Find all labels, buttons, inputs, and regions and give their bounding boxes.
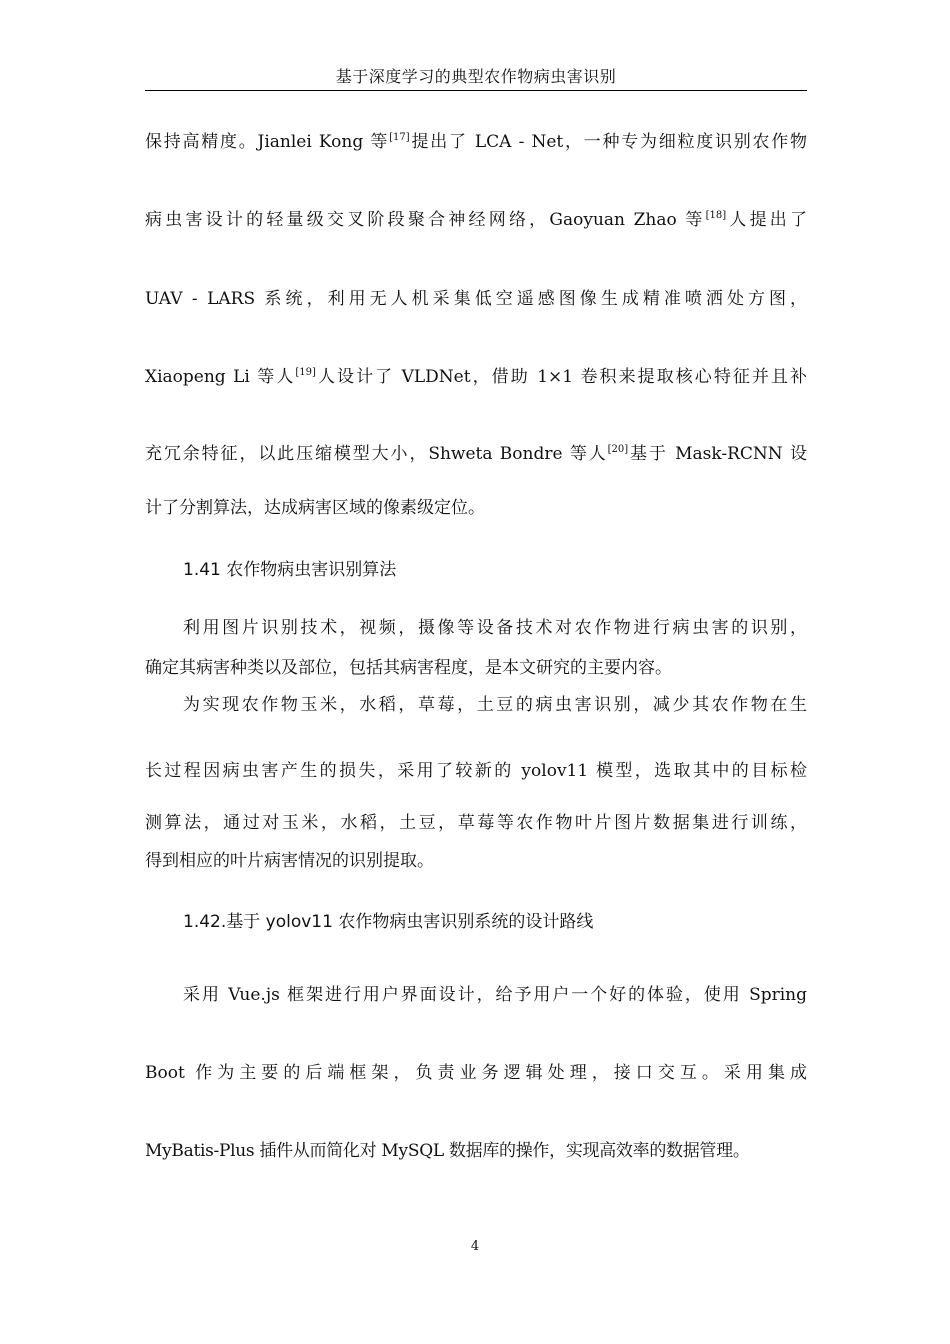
text-run: 基于 Mask-RCNN 设: [628, 444, 807, 464]
para1-line1: [145, 130, 807, 154]
para3-line2: 长过程因病虫害产生的损失，采用了较新的 yolov11 模型，选取其中的目标检: [145, 761, 807, 781]
citation-ref: [19]: [295, 367, 316, 378]
text-run: Xiaopeng Li 等人: [145, 367, 296, 387]
text-run: 充冗余特征，以此压缩模型大小，Shweta Bondre 等人: [145, 444, 608, 464]
section-heading-1-42: 1.42.基于 yolov11 农作物病虫害识别系统的设计路线: [183, 912, 594, 932]
para2-line1: 利用图片识别技术，视频，摄像等设备技术对农作物进行病虫害的识别，: [183, 618, 807, 638]
page-number: 4: [470, 1239, 480, 1254]
running-header: 基于深度学习的典型农作物病虫害识别: [335, 67, 617, 86]
para3-line3: 测算法，通过对玉米，水稻，土豆，草莓等农作物叶片图片数据集进行训练，: [145, 813, 807, 833]
text-run: 人提出了: [726, 210, 808, 230]
text-run: 病虫害设计的轻量级交叉阶段聚合神经网络，Gaoyuan Zhao 等: [145, 210, 706, 230]
text-run: 人设计了 VLDNet，借助 1×1 卷积来提取核心特征并且补: [315, 367, 807, 387]
header-rule: [145, 90, 807, 91]
para1-line4: [145, 365, 807, 389]
para2-line2: 确定其病害种类以及部位，包括其病害程度，是本文研究的主要内容。: [145, 658, 672, 678]
para4-line3: MyBatis-Plus 插件从而简化对 MySQL 数据库的操作，实现高效率的数据管理。: [145, 1141, 750, 1161]
para3-line1: 为实现农作物玉米，水稻，草莓，土豆的病虫害识别，减少其农作物在生: [183, 695, 807, 715]
para4-line1: 采用 Vue.js 框架进行用户界面设计，给予用户一个好的体验，使用 Spring: [183, 985, 807, 1005]
citation-ref: [18]: [705, 210, 727, 221]
para1-line2: [145, 208, 807, 232]
para1-line3: UAV - LARS 系统，利用无人机采集低空遥感图像生成精准喷洒处方图，: [145, 289, 807, 309]
para4-line2: Boot 作为主要的后端框架，负责业务逻辑处理，接口交互。采用集成: [145, 1063, 807, 1083]
section-heading-1-41: 1.41 农作物病虫害识别算法: [183, 560, 397, 580]
citation-ref: [20]: [607, 444, 629, 455]
text-run: 保持高精度。Jianlei Kong 等: [145, 132, 390, 152]
text-run: 提出了 LCA - Net，一种专为细粒度识别农作物: [409, 132, 808, 152]
para3-line4: 得到相应的叶片病害情况的识别提取。: [145, 851, 434, 871]
citation-ref: [17]: [389, 132, 410, 143]
para1-line6: 计了分割算法，达成病害区域的像素级定位。: [145, 498, 485, 518]
para1-line5: [145, 442, 807, 466]
